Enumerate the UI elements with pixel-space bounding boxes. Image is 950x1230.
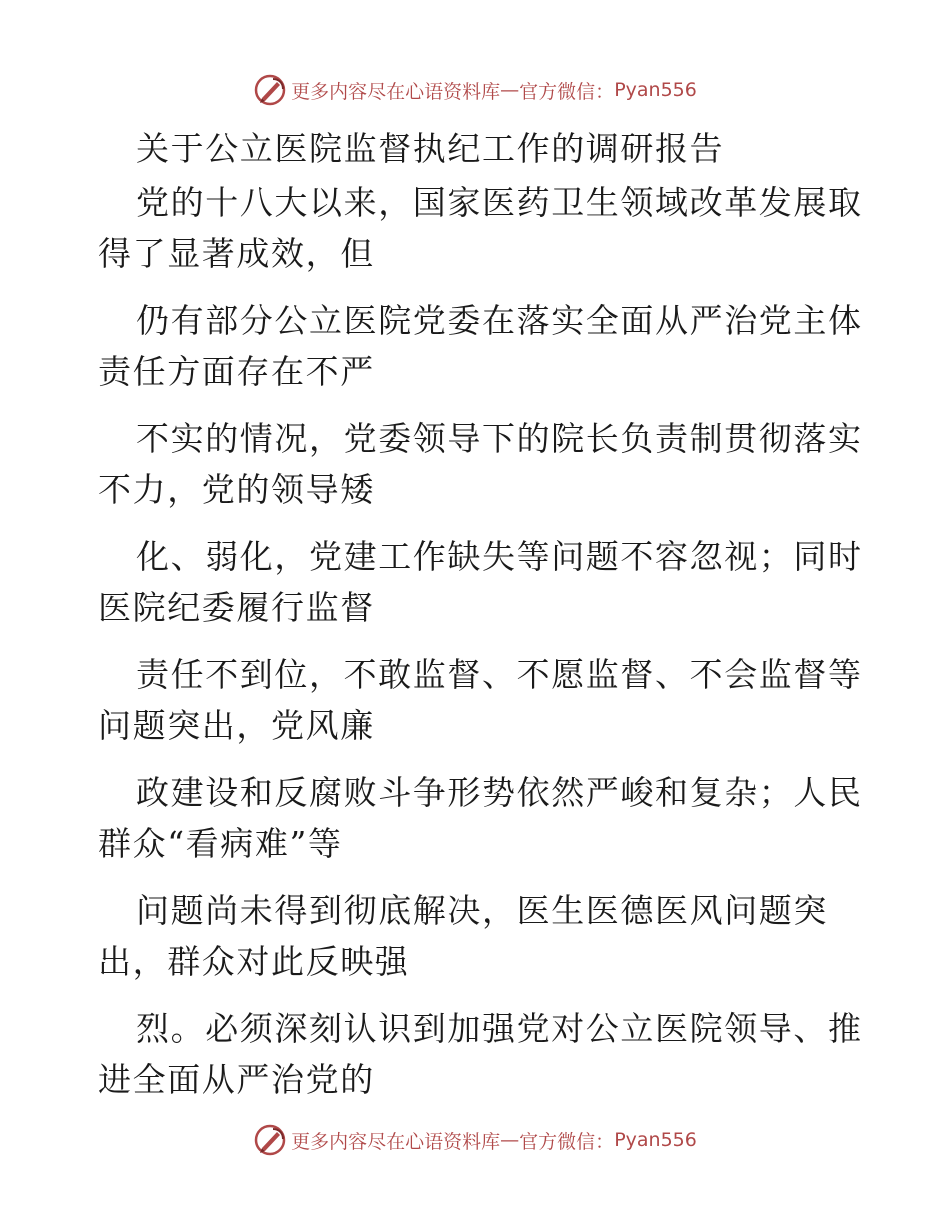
header-watermark: [0, 70, 950, 110]
text-line: 责任不到位，不敢监督、不愿监督、不会监督等: [136, 655, 863, 694]
watermark-text: 更多内容尽在心语资料库: [291, 80, 501, 103]
text-line: 问题尚未得到彻底解决，医生医德医风问题突: [136, 891, 828, 930]
watermark-separator: —: [500, 1129, 520, 1151]
text-line: 群众“看病难”等: [98, 824, 343, 863]
pen-logo-icon: [253, 73, 287, 107]
text-line: 问题突出，党风廉: [98, 706, 375, 745]
pen-logo-icon: [253, 1123, 287, 1157]
text-line: 党的十八大以来，国家医药卫生领域改革发展取: [136, 183, 863, 222]
text-line: 烈。必须深刻认识到加强党对公立医院领导、推: [136, 1009, 863, 1048]
text-line: 出，群众对此反映强: [98, 942, 410, 981]
text-line: 得了显著成效，但: [98, 234, 375, 273]
watermark-label: 官方微信：: [519, 80, 615, 103]
text-line: 政建设和反腐败斗争形势依然严峻和复杂；人民: [136, 773, 863, 812]
watermark-id: Pyan556: [614, 1129, 697, 1151]
watermark-text: 更多内容尽在心语资料库: [291, 1130, 501, 1153]
text-line: 仍有部分公立医院党委在落实全面从严治党主体: [136, 301, 863, 340]
text-line: 医院纪委履行监督: [98, 588, 375, 627]
watermark-separator: —: [500, 79, 520, 101]
watermark-label: 官方微信：: [519, 1130, 615, 1153]
text-line: 不力，党的领导矮: [98, 470, 375, 509]
text-line: 不实的情况，党委领导下的院长负责制贯彻落实: [136, 419, 863, 458]
footer-watermark: [0, 1120, 950, 1160]
text-line: 进全面从严治党的: [98, 1060, 375, 1099]
document-title: 关于公立医院监督执纪工作的调研报告: [136, 129, 725, 168]
text-line: 责任方面存在不严: [98, 352, 375, 391]
document-body: [98, 122, 863, 1120]
watermark-id: Pyan556: [614, 79, 697, 101]
text-line: 化、弱化，党建工作缺失等问题不容忽视；同时: [136, 537, 863, 576]
